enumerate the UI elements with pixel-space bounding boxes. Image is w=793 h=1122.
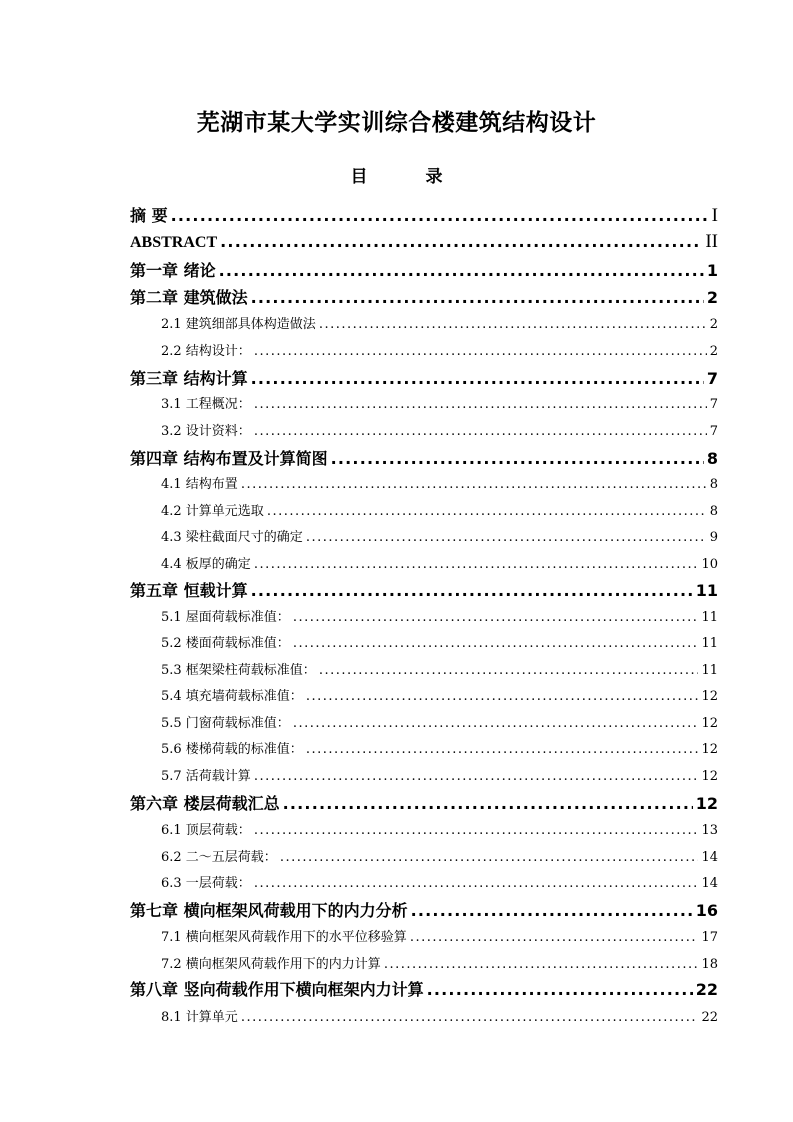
toc-entry-label: 5.1 屋面荷载标准值：	[161, 610, 290, 625]
toc-entry-label: 第五章 恒载计算	[130, 581, 248, 600]
dot-leader	[241, 1010, 699, 1025]
toc-section-entry[interactable]	[161, 393, 718, 412]
toc-chapter-entry[interactable]	[130, 366, 718, 389]
dot-leader	[280, 850, 699, 865]
toc-page-number: 17	[701, 930, 718, 945]
toc-page-number: 7	[709, 424, 718, 439]
toc-entry-label: 3.1 工程概况：	[161, 397, 251, 412]
toc-chapter-entry[interactable]	[130, 898, 718, 921]
toc-chapter-entry[interactable]	[130, 578, 718, 601]
toc-entry-label: 7.1 横向框架风荷载作用下的水平位移验算	[161, 930, 407, 945]
dot-leader	[251, 581, 693, 600]
toc-page-number: 8	[706, 449, 718, 468]
dot-leader	[219, 261, 704, 280]
dot-leader	[283, 794, 693, 813]
toc-page-number: 10	[701, 557, 718, 572]
dot-leader	[251, 288, 704, 307]
dot-leader	[241, 477, 707, 492]
toc-page-number: 2	[709, 317, 718, 332]
toc-section-entry[interactable]	[161, 553, 718, 572]
toc-chapter-entry[interactable]	[130, 977, 718, 1000]
toc-section-entry[interactable]	[161, 712, 718, 731]
toc-entry-label: 摘 要	[130, 206, 168, 225]
toc-section-entry[interactable]	[161, 313, 718, 332]
toc-page-number: 7	[706, 369, 718, 388]
toc-section-entry[interactable]	[161, 473, 718, 492]
dot-leader	[220, 232, 702, 251]
toc-section-entry[interactable]	[161, 685, 718, 704]
dot-leader	[411, 901, 693, 920]
toc-section-entry[interactable]	[161, 926, 718, 945]
toc-entry-label: 4.4 板厚的确定	[161, 557, 251, 572]
dot-leader	[254, 557, 699, 572]
dot-leader	[254, 344, 707, 359]
toc-page-number: 11	[701, 610, 718, 625]
toc-page-number: 12	[701, 742, 718, 757]
toc-section-entry[interactable]	[161, 632, 718, 651]
toc-page-number: 12	[695, 794, 718, 813]
toc-entry-label: 5.5 门窗荷载标准值：	[161, 716, 290, 731]
toc-page-number: II	[705, 231, 718, 252]
dot-leader	[384, 957, 699, 972]
dot-leader	[293, 610, 699, 625]
dot-leader	[171, 206, 709, 225]
dot-leader	[251, 369, 704, 388]
toc-entry-label: 8.1 计算单元	[161, 1010, 238, 1025]
toc-chapter-entry[interactable]	[130, 203, 718, 227]
toc-entry-label: 5.3 框架梁柱荷载标准值：	[161, 663, 316, 678]
toc-page-number: 16	[695, 901, 718, 920]
toc-entry-label: 4.3 梁柱截面尺寸的确定	[161, 530, 303, 545]
toc-entry-label: 第三章 结构计算	[130, 369, 248, 388]
dot-leader	[254, 769, 699, 784]
toc-section-entry[interactable]	[161, 526, 718, 545]
toc-section-entry[interactable]	[161, 659, 718, 678]
toc-section-entry[interactable]	[161, 1006, 718, 1025]
toc-page-number: 2	[706, 288, 718, 307]
dot-leader	[319, 663, 699, 678]
toc-chapter-entry[interactable]	[130, 285, 718, 308]
toc-entry-label: 4.1 结构布置	[161, 477, 238, 492]
dot-leader	[293, 716, 699, 731]
toc-section-entry[interactable]	[161, 500, 718, 519]
toc-section-entry[interactable]	[161, 846, 718, 865]
toc-entry-label: 7.2 横向框架风荷载作用下的内力计算	[161, 957, 381, 972]
toc-entry-label: 5.4 填充墙荷载标准值：	[161, 689, 303, 704]
toc-chapter-entry[interactable]	[130, 231, 718, 253]
toc-page-number: 18	[701, 957, 718, 972]
toc-page-number: 22	[701, 1010, 718, 1025]
toc-section-entry[interactable]	[161, 340, 718, 359]
toc-page-number: 1	[706, 261, 718, 280]
dot-leader	[306, 530, 707, 545]
toc-entry-label: 第二章 建筑做法	[130, 288, 248, 307]
toc-entry-label: 5.2 楼面荷载标准值：	[161, 636, 290, 651]
toc-chapter-entry[interactable]	[130, 446, 718, 469]
toc-entry-label: 2.2 结构设计：	[161, 344, 251, 359]
toc-page-number: 12	[701, 769, 718, 784]
toc-entry-label: 第四章 结构布置及计算简图	[130, 449, 328, 468]
toc-entry-label: 第八章 竖向荷载作用下横向框架内力计算	[130, 980, 424, 999]
toc-page-number: I	[711, 205, 718, 226]
toc-page-number: 14	[701, 850, 718, 865]
dot-leader	[306, 742, 699, 757]
toc-page-number: 9	[709, 530, 718, 545]
dot-leader	[319, 317, 707, 332]
toc-entry-label: 5.6 楼梯荷载的标准值：	[161, 742, 303, 757]
toc-section-entry[interactable]	[161, 953, 718, 972]
toc-page-number: 2	[709, 344, 718, 359]
toc-chapter-entry[interactable]	[130, 791, 718, 814]
toc-section-entry[interactable]	[161, 606, 718, 625]
toc-section-entry[interactable]	[161, 872, 718, 891]
toc-section-entry[interactable]	[161, 738, 718, 757]
toc-entry-label: 2.1 建筑细部具体构造做法	[161, 317, 316, 332]
toc-entry-label: 第六章 楼层荷载汇总	[130, 794, 280, 813]
dot-leader	[254, 424, 707, 439]
toc-entry-label: 第七章 横向框架风荷载用下的内力分析	[130, 901, 408, 920]
dot-leader	[306, 689, 699, 704]
toc-section-entry[interactable]	[161, 819, 718, 838]
dot-leader	[254, 823, 699, 838]
toc-page-number: 8	[709, 477, 718, 492]
toc-entry-label: 6.1 顶层荷载：	[161, 823, 251, 838]
toc-page-number: 11	[695, 581, 718, 600]
toc-page-number: 7	[709, 397, 718, 412]
toc-entry-label: 第一章 绪论	[130, 261, 216, 280]
toc-heading: 目 录	[350, 167, 469, 187]
toc-page-number: 13	[701, 823, 718, 838]
toc-entry-label: 6.3 一层荷载：	[161, 876, 251, 891]
dot-leader	[331, 449, 704, 468]
toc-page-number: 14	[701, 876, 718, 891]
dot-leader	[427, 980, 693, 999]
toc-page-number: 11	[701, 663, 718, 678]
toc-entry-label: 5.7 活荷载计算	[161, 769, 251, 784]
toc-page-number: 12	[701, 689, 718, 704]
dot-leader	[254, 397, 707, 412]
dot-leader	[293, 636, 699, 651]
toc-entry-label: 6.2 二～五层荷载：	[161, 850, 277, 865]
dot-leader	[410, 930, 699, 945]
toc-page-number: 11	[701, 636, 718, 651]
toc-page-number: 12	[701, 716, 718, 731]
toc-entry-label: 3.2 设计资料：	[161, 424, 251, 439]
dot-leader	[267, 504, 707, 519]
toc-chapter-entry[interactable]	[130, 258, 718, 281]
dot-leader	[254, 876, 699, 891]
toc-section-entry[interactable]	[161, 765, 718, 784]
toc-entry-label: 4.2 计算单元选取	[161, 504, 264, 519]
toc-page-number: 22	[695, 980, 718, 999]
document-title: 芜湖市某大学实训综合楼建筑结构设计	[196, 110, 597, 136]
toc-entry-label: ABSTRACT	[130, 234, 218, 251]
toc-page-number: 8	[709, 504, 718, 519]
toc-section-entry[interactable]	[161, 420, 718, 439]
